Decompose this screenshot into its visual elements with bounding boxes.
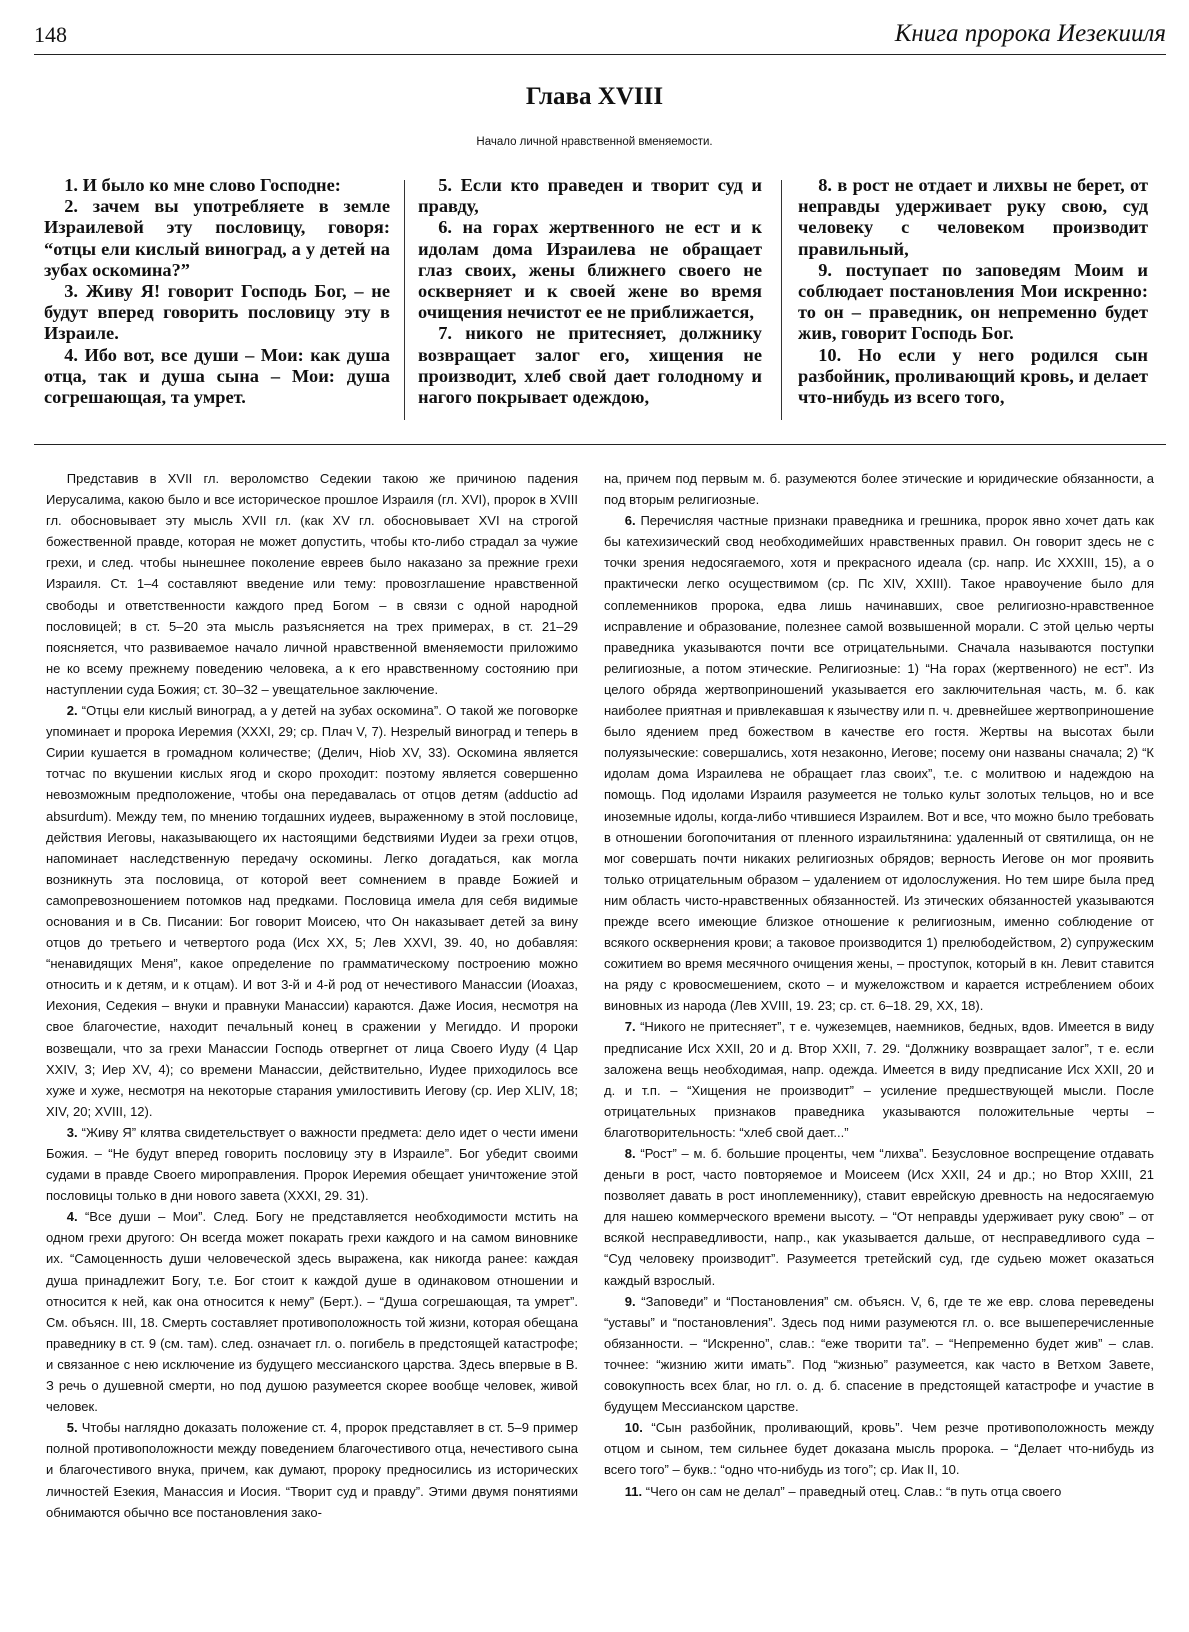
verse-number: 11.: [624, 1483, 643, 1499]
column-divider: [781, 180, 782, 420]
paragraph-text: Представив в XVII гл. вероломство Седекии такою же причиною падения Иерусалима, какою было и все историческое прошлое Израиля (гл. XVI), пророк в XVIII гл. обосновывает эту мысль XVII гл. (как XV гл. обосновывает XVI на строгой божественной правде, которая не может допустить, чтобы кто-либо страдал за чужие грехи, и след. чтобы нынешнее поколение евреев было наказано за прежние грехи Израиля. Ст. 1–4 составляют введение или тему: провозглашение нравственной свободы и ответственности каждого пред Богом – в связи с одной народной пословицей; в ст. 5–20 эта мысль разъясняется на трех примерах, в ст. 21–29 поясняется, что развиваемое начало личной нравственной вменяемости приложимо не ко всему прежнему поведению человека, а к его нравственному состоянию при наступлении суда Божия; ст. 30–32 – увещательное заключение.: [46, 471, 578, 697]
verse-number: 10.: [624, 1420, 643, 1436]
commentary-paragraph: [46, 1206, 578, 1417]
paragraph-text: “Никого не притесняет”, т е. чужеземцев, наемников, бедных, вдов. Имеется в виду предписание Исх XXII, 20 и д. Втор XXII, 7. 29. “Должнику возвращает залог”, т е. если заложена вещь необходимая, напр. одежда. Имеется в виду предписание Исх XXII, 20 и д. и т.п. – “Хищения не производит” – усиление предшествующей мысли. После отрицательных признаков праведника указываются положительные черты – благотворительность: “хлеб свой дает...”: [604, 1019, 1154, 1140]
paragraph-text: на, причем под первым м. б. разумеются более этические и юридические обязанности, а под вторым религиозные.: [604, 471, 1154, 508]
scripture-column-2: [418, 175, 762, 425]
paragraph-text: “Чего он сам не делал” – праведный отец. Слав.: “в путь отца своего: [645, 1483, 1062, 1499]
commentary-paragraph: [604, 1291, 1154, 1418]
verse-number: 3.: [66, 1124, 78, 1140]
paragraph-text: “Живу Я” клятва свидетельствует о важности предмета: дело идет о чести имени Божия. – “Не будут вперед говорить пословицу эту в Израиле”. Бог убедит своими судами в правде Своего мироправления. Пророк Иеремия обещает уничтожение этой пословицы только в дни нового завета (XXXI, 29. 31).: [46, 1124, 578, 1204]
commentary-paragraph: [46, 1417, 578, 1522]
paragraph-text: “Все души – Мои”. След. Богу не представляется необходимости мстить на одном грехи другого: Он всегда может покарать грехи каждого и на самом виновнике их. “Самоценность души человеческой здесь выражена, как никогда ранее: каждая душа принадлежит Богу, т.е. Бог стоит к каждой душе в одинаковом отношении и относится к ней, как она относится к нему” (Берт.). – “Душа согрешающая, та умрет”. См. объясн. III, 18. Смерть составляет противоположность той жизни, которая обещана праведнику в ст. 9 (см. там). след. означает гл. о. погибель в предстоящей катастрофе; и связанное с нею исключение из будущего мессианского царства. Здесь впервые в В. З речь о душевной смерти, но под душою разумеется скорее вообще человек, живой человек.: [46, 1209, 578, 1415]
commentary-column-right: [604, 468, 1154, 1616]
verse: 10. Но если у него родился сын разбойник, проливающий кровь, и делает что-нибудь из всего того,: [798, 344, 1148, 408]
commentary-paragraph: [604, 1481, 1154, 1502]
commentary-paragraph: [46, 1122, 578, 1206]
commentary-paragraph: [604, 510, 1154, 1016]
commentary-paragraph: [604, 1143, 1154, 1291]
paragraph-text: “Сын разбойник, проливающий, кровь”. Чем резче противоположность между отцом и сыном, тем сильнее будет доказана мысль пророка. – “Делает что-нибудь из всего того” – букв.: “одно что-нибудь из того”; ср. Иак II, 10.: [604, 1420, 1154, 1478]
scripture-column-1: [44, 175, 390, 425]
paragraph-text: “Заповеди” и “Постановления” см. объясн. V, 6, где те же евр. слова переведены “уставы” и “постановления”. Здесь под ними разумеются гл. о. все вышеперечисленные обязанности. – “Искренно”, слав.: “еже творити та”. – “Непременно будет жив” – слав. точнее: “жизнию жити имать”. Под “жизнью” разумеется, как часто в Ветхом Завете, совокупность всех благ, но гл. о. д. б. спасение в предстоящей катастрофе и участие в будущем Мессианском царстве.: [604, 1293, 1154, 1415]
verse: 8. в рост не отдает и лихвы не берет, от неправды удерживает руку свою, суд человеку с человеком производит правильный,: [798, 175, 1148, 259]
paragraph-text: “Отцы ели кислый виноград, а у детей на зубах оскомина”. О такой же поговорке упоминает и пророка Иеремия (XXXI, 29; ср. Плач V, 7). Незрелый виноград и теперь в Сирии кушается в громадном количестве; (Делич, Hiob XV, 33). Оскомина является тотчас по вкушении кислых ягод и скоро проходит: поэтому является совершенно невозможным предположение, чтобы она передавалась от отцов детям (adductio ad absurdum). Между тем, по мнению тогдашних иудеев, выраженному в этой пословице, действия Иеговы, наказывающего их настоящими бедствиями Иудеи за грехи отцов, напоминает наследственную передачу оскомины. Легко догадаться, как могла возникнуть эта пословица, от которой веет сомнением в правде Божией и самопревозношением потомков над предками. Пословица имела для себя видимые основания и в Св. Писании: Бог говорит Моисею, что Он наказывает детей за вину отцов до третьего и четвертого рода (Исх XX, 5; Лев XXVI, 39. 40, но добавляя: “ненавидящих Меня”, какое определение по грамматическому построению можно относить и к детям, и к отцам). И вот 3-й и 4-й род от нечестивого Манассии (Иоахаз, Иехония, Седекия – внуки и правнуки Манассии) караются. Даже Иосия, несмотря на свое благочестие, находит печальный конец в сражении у Мегиддо. И пророки возвещали, что за грехи Манассии Господь отвергнет от лица Своего Иуду (4 Цар XXIV, 3; Иер XV, 4); со времени Манассии, действительно, Иудее приходилось все хуже и хуже, несмотря на некоторые старания умилостивить Иегову (ср. Иер XLIV, 18; XIV, 20; XVIII, 12).: [46, 703, 578, 1119]
paragraph-text: Чтобы наглядно доказать положение ст. 4, пророк представляет в ст. 5–9 пример полной противоположности между поведением благочестивого отца, нечестивого сына и благочестивого внука, причем, как думают, пророку предносились из исторических личностей Езекия, Манассия и Иосия. “Творит суд и правду”. Этими двумя понятиями обнимаются обычно все постановления зако-: [46, 1420, 578, 1520]
page-number: 148: [34, 22, 67, 47]
verse: 7. никого не притесняет, должнику возвращает залог его, хищения не производит, хлеб свой дает голодному и нагого покрывает одеждою,: [418, 323, 762, 408]
section-divider: [34, 444, 1166, 445]
commentary-paragraph: [46, 468, 578, 700]
commentary-paragraph: [604, 1417, 1154, 1480]
verse-number: 8.: [624, 1146, 636, 1161]
page-header: [34, 20, 1166, 55]
verse: 2. зачем вы употребляете в земле Израилевой эту пословицу, говоря: “отцы ели кислый виноград, а у детей на зубах оскомина?”: [44, 196, 390, 280]
verse: 1. И было ко мне слово Господне:: [64, 175, 341, 195]
chapter-subtitle: Начало личной нравственной вменяемости.: [476, 136, 713, 148]
verse-number: 6.: [624, 513, 636, 529]
running-title: Книга пророка Иезекииля: [894, 20, 1166, 47]
verse: 5. Если кто праведен и творит суд и правду,: [418, 175, 762, 217]
scripture-column-3: [798, 175, 1148, 425]
verse-number: 7.: [624, 1019, 636, 1035]
verse: 4. Ибо вот, все души – Мои: как душа отца, так и душа сына – Мои: душа согрешающая, та умрет.: [44, 344, 390, 408]
verse: 9. поступает по заповедям Моим и соблюдает постановления Мои искренно: то он – праведник, он непременно будет жив, говорит Господь Бог.: [798, 259, 1148, 344]
paragraph-text: “Рост” – м. б. большие проценты, чем “лихва”. Безусловное воспрещение отдавать деньги в рост, часто повторяемое и Моисеем (Исх XXII, 24 и др.; но Втор XXIII, 21 позволяет давать в рост иноплеменнику), ставит еврейскую древность на недосягаемую для нашею коммерческого времени высоту. – “От неправды удерживает руку свою” – от всякой несправедливости, напр., как указывается дальше, от несправедливого суда – “Суд человеку производит”. Разумеется третейский суд, где судьею может оказаться каждый взрослый.: [604, 1146, 1154, 1288]
verse-number: 9.: [624, 1293, 636, 1309]
commentary-column-left: [46, 468, 578, 1616]
commentary-paragraph: [604, 1016, 1154, 1143]
paragraph-text: Перечисляя частные признаки праведника и грешника, пророк явно хочет дать как бы катехизический свод необходимейших нравственных правил. Он говорит здесь не с точки зрения недосягаемого, хотя и прекрасного идеала (ср. напр. Ис XXXIII, 15), а о практически легко осуществимом (ср. Пс XIV, XXIII). Такое нравоучение было для соплеменников пророка, едва лишь начинавших, свое религиозно-нравственное исправление и образование, полезнее самой возвышенной морали. С этой целью черты праведника указываются почти все отрицательными. Сначала называются поступки религиозные, а потом этические. Религиозные: 1) “На горах (жертвенного) не ест”. Из целого обряда жертвоприношений указывается его заключительная часть, м. б. как наиболее приятная и привлекавшая к язычеству или п. ч. древнейшее жертвоприношение было ядением пред божеством в качестве его гостя. Жертвы на высотах были полуязыческие: совершались, хотя незаконно, Иегове; посему они названы сначала; 2) “К идолам дома Израилева не обращает глаз своих”, т.е. с молитвою и надеждою на помощь. Под идолами Израиля разумеется не только культ золотых тельцов, но и все иноземные идолы, когда-либо чтившиеся Израилем. Вот и все, что можно было требовать в отношении богопочитания от пленного израильтянина: удаленный от святилища, он не мог совершать почти никаких религиозных обрядов; верность Иегове он мог проявить только отрицательным образом – удалением от идолослужения. Но тем шире была пред ним область чисто-нравственных обязанностей. Из этических обязанностей указываются прежде всего имеющие близкое отношение к религиозным, именно соблюдение от всякого осквернения крови; а таковое производится 1) прелюбодейством, 2) супружеским сожитием во время месячного очищения жены, – проступок, который в кн. Левит ставится на ряду с кровосмешением, ското – и мужеложством и карается истреблением обоих виновных из народа (Лев XVIII, 19. 23; ср. ст. 6–18. 29, XX, 18).: [604, 513, 1154, 1014]
column-divider: [404, 180, 405, 420]
verse: 6. на горах жертвенного не ест и к идолам дома Израилева не обращает глаз своих, жены ближнего своего не оскверняет и к своей жене во время очищения нечистот ее не приближается,: [418, 217, 762, 323]
verse-number: 4.: [66, 1209, 78, 1225]
verse: 3. Живу Я! говорит Господь Бог, – не будут вперед говорить пословицу эту в Израиле.: [44, 281, 390, 344]
verse-number: 5.: [66, 1420, 78, 1436]
commentary-paragraph: [46, 700, 578, 1122]
commentary-paragraph: [604, 468, 1154, 510]
chapter-title: Глава XVIII: [525, 83, 664, 110]
verse-number: 2.: [66, 703, 78, 719]
